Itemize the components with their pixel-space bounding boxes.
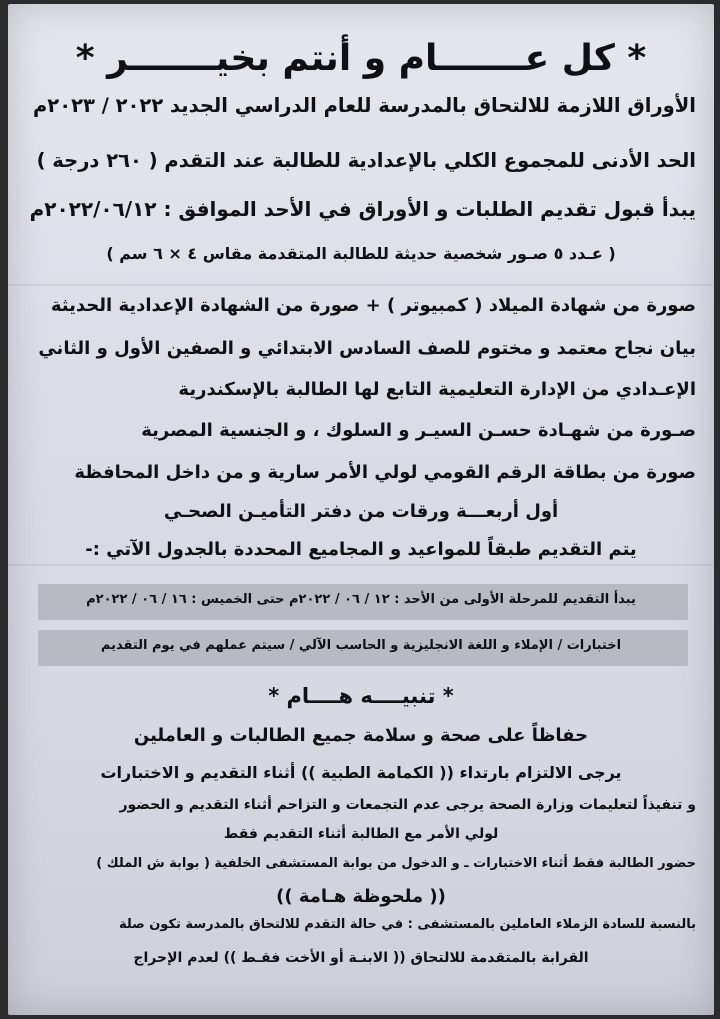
document-sheet <box>8 4 714 1015</box>
safety-line: حفاظاً على صحة و سلامة جميع الطالبات و العاملين <box>133 725 589 746</box>
document-heading: * كل عـــــــام و أنتم بخيـــــــر * <box>75 38 647 79</box>
mask-line: يرجى الالتزام بارتداء (( الكمامة الطبية )) أثناء التقديم و الاختبارات <box>100 763 622 782</box>
health-instructions-line: و تنفيذاً لتعليمات وزارة الصحة يرجى عدم التجمعات و التزاحم أثناء التقديم و الحضور <box>119 797 696 813</box>
tests-line: اختبارات / الإملاء و اللغة الانجليزية و الحاسب الآلي / سيتم عملهم في يوم التقديم <box>100 638 622 653</box>
education-admin-line: الإعـدادي من الإدارة التعليمية التابع لها الطالبة بالإسكندرية <box>178 379 696 400</box>
health-insurance-line: أول أربعـــة ورقات من دفتر التأميـن الصحـي <box>163 501 559 522</box>
success-statement-line: بيان نجاح معتمد و مختوم للصف السادس الابتدائي و الصفين الأول و الثاني <box>38 338 696 359</box>
conduct-certificate-line: صـورة من شهـادة حسـن السيـر و السلوك ، و الجنسية المصرية <box>141 420 696 441</box>
note-heading: (( ملحوظة هـامة )) <box>276 886 446 907</box>
staff-note-line-1: بالنسبة للسادة الزملاء العاملين بالمستشفى : في حالة التقدم للالتحاق بالمدرسة تكون صلة <box>118 917 696 932</box>
staff-note-line-2: القرابة بالمتقدمة للالتحاق (( الابنـة أو الأخت فقـط )) لعدم الإحراج <box>133 950 589 966</box>
photos-requirement-line: ( عـدد ٥ صـور شخصية حديثة للطالبة المتقدمة مقاس ٤ × ٦ سم ) <box>106 244 616 263</box>
important-notice-heading: * تنبيــــه هــــام * <box>268 684 454 708</box>
start-date-line: يبدأ قبول تقديم الطلبات و الأوراق في الأحد الموافق : ٢٠٢٢/٠٦/١٢م <box>29 197 696 221</box>
guardian-line: لولي الأمر مع الطالبة أثناء التقديم فقط <box>223 826 499 842</box>
paper-fold <box>8 284 714 286</box>
first-phase-dates: يبدأ التقديم للمرحلة الأولى من الأحد : ١٢ / ٠٦ / ٢٠٢٢م حتى الخميس : ١٦ / ٠٦ / ٢٠٢٢م <box>86 592 636 607</box>
national-id-line: صورة من بطاقة الرقم القومي لولي الأمر سارية و من داخل المحافظة <box>74 462 696 483</box>
schedule-intro-line: يتم التقديم طبقاً للمواعيد و المجاميع المحددة بالجدول الآتي :- <box>85 539 637 560</box>
paper-fold <box>8 564 714 566</box>
minimum-score-line: الحد الأدنى للمجموع الكلي بالإعدادية للطالبة عند التقدم ( ٢٦٠ درجة ) <box>36 149 696 172</box>
document-title: الأوراق اللازمة للالتحاق بالمدرسة للعام الدراسي الجديد ٢٠٢٢ / ٢٠٢٣م <box>33 94 696 117</box>
entrance-gate-line: حضور الطالبة فقط أثناء الاختبارات ـ و الدخول من بوابة المستشفى الخلفية ( بوابة ش الملك ) <box>96 856 696 871</box>
birth-certificate-line: صورة من شهادة الميلاد ( كمبيوتر ) + صورة من الشهادة الإعدادية الحديثة <box>50 295 696 316</box>
